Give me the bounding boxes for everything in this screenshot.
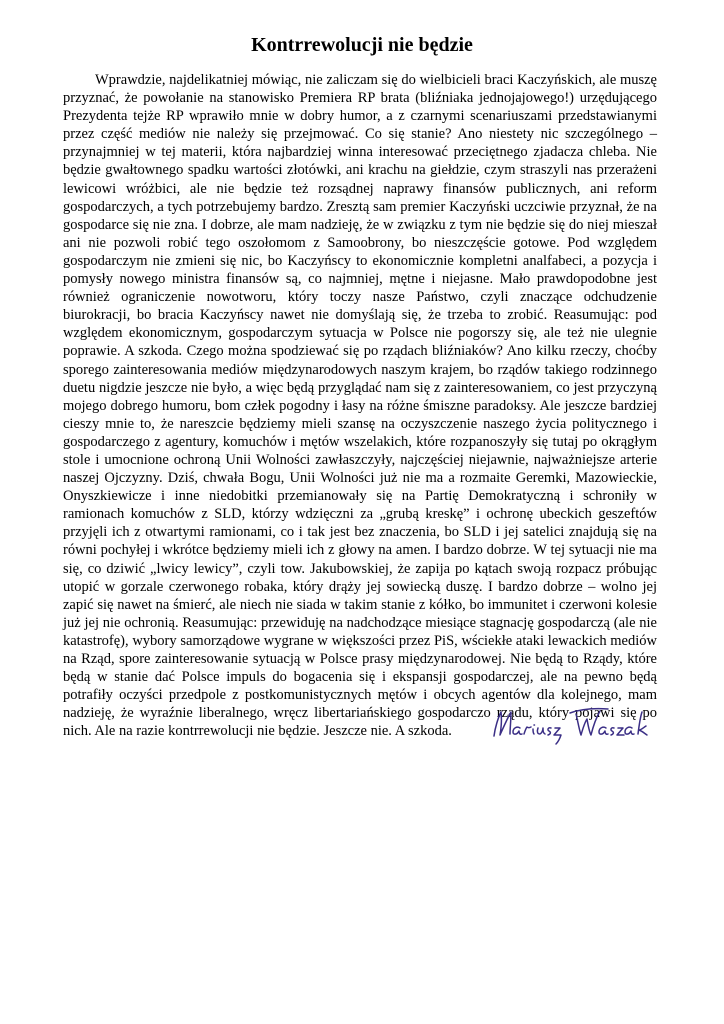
handwritten-signature (486, 700, 658, 748)
document-title: Kontrrewolucji nie będzie (251, 34, 473, 56)
document-body-paragraph: Wprawdzie, najdelikatniej mówiąc, nie zaliczam się do wielbicieli braci Kaczyńskich, ale muszę przyznać, że powołanie na stanowisko Premiera RP brata (bliźniaka jednojajowego!) urzędującego Prezydenta tejże RP wprawiło mnie w dobry humor, a z czarnymi scenariuszami przedstawianymi przez część mediów nie należy się przejmować. Co się stanie? Ano niestety nic szczególnego – przynajmniej w tej materii, która najbardziej winna interesować przeciętnego zjadacza chleba. Nie będzie gwałtownego spadku wartości złotówki, ani krachu na giełdzie, czym straszyli nas przerażeni lewicowi wróżbici, ale nie będzie też rozsądnej naprawy finansów publicznych, ani reform gospodarczych, a tych potrzebujemy bardzo. Zresztą sam premier Kaczyński uczciwie przyznał, że na gospodarce się nie zna. I dobrze, ale mam nadzieję, że w związku z tym nie będzie się do niej mieszał ani nie pozwoli robić tego oszołomom z Samoobrony, bo nieszczęście gotowe. Pod względem gospodarczym nie zmieni się nic, bo Kaczyńscy to ekonomicznie kompletni analfabeci, a pozycja i pomysły nowego ministra finansów są, co najmniej, mętne i niejasne. Mało prawdopodobne jest również ograniczenie nowotworu, który toczy nasze Państwo, czyli znaczące odchudzenie biurokracji, bo bracia Kaczyńscy nawet nie domyślają się, że trzeba to zrobić. Reasumując: pod względem ekonomicznym, gospodarczym sytuacja w Polsce nie pogorszy się, ale też nie ulegnie poprawie. A szkoda. Czego można spodziewać się po rządach bliźniaków? Ano kilku rzeczy, choćby sporego zainteresowania mediów międzynarodowych naszym krajem, bo rządów takiego rodzinnego duetu nigdzie jeszcze nie było, a więc będą przyglądać nam się z zainteresowaniem, co jest przyczyną mojego dobrego humoru, bom człek pogodny i łasy na różne śmiszne paradoksy. Ale jeszcze bardziej cieszy mnie to, że nareszcie będziemy mieli szansę na oczyszczenie naszego życia politycznego i gospodarczego z agentury, komuchów i mętów wszelakich, które rozpanoszyły się tutaj po okrągłym stole i umocnione ochroną Unii Wolności zawłaszczyły, najczęściej niejawnie, najważniejsze arterie naszej Ojczyzny. Dziś, chwała Bogu, Unii Wolności już nie ma a rozmaite Geremki, Mazowieckie, Onyszkiewicze i inne niedobitki przemianowały się na Partię Demokratyczną i schroniły w ramionach komuchów z SLD, którzy wdzięczni za „grubą kreskę” i ochronę ubeckich geszeftów przyjęli ich z otwartymi ramionami, co i tak jest bez znaczenia, bo SLD i jej satelici znajdują się na równi pochyłej i wkrótce będziemy mieli ich z głowy na amen. I bardzo dobrze. W tej sytuacji nie ma się, co dziwić „lwicy lewicy”, czyli tow. Jakubowskiej, że zapija po kątach swoją rozpacz próbując utopić w gorzale czerwonego robaka, który drąży jej sowiecką duszę. I bardzo dobrze – wolno jej zapić się nawet na śmierć, ale niech nie siada w takim stanie z kółko, bo immunitet i czerwoni kolesie już jej nie ochronią. Reasumując: przewiduję na nadchodzące miesiące stagnację gospodarczą (ale nie katastrofę), wybory samorządowe wygrane w większości przez PiS, wściekłe ataki lewackich mediów na Rząd, spore zainteresowanie sytuacją w Polsce prasy międzynarodowej. Nie będą to Rządy, które będą w stanie dać Polsce impuls do bogacenia się i ekspansji gospodarczej, ale na pewno będą potrafiły oczyści przedpole z postkomunistycznych mętów i obcych agentów dla kolejnego, mam nadzieję, że wyraźnie liberalnego, wręcz libertariańskiego gospodarczo rządu, który pojawi się po nich. Ale na razie kontrrewolucji nie będzie. Jeszcze nie. A szkoda. (63, 72, 657, 740)
